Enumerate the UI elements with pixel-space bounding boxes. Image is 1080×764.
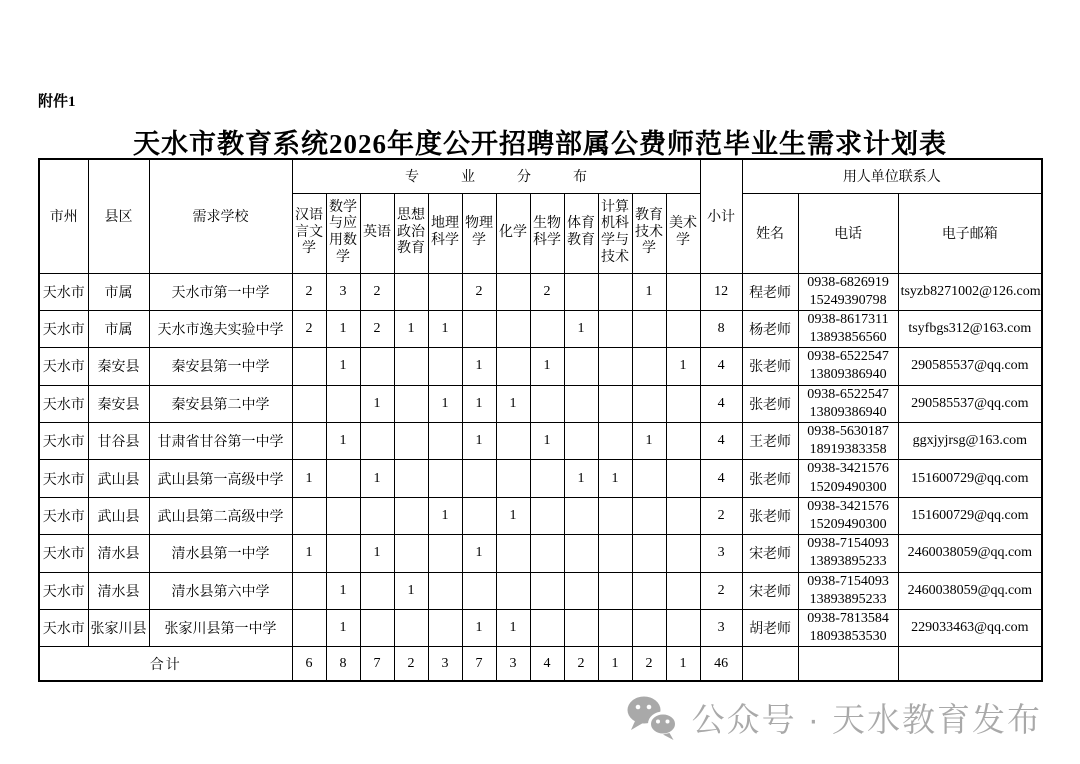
col-header-city: 市州 — [39, 159, 88, 273]
cell-major-count: 1 — [428, 310, 462, 347]
phone-line-2: 18093853530 — [809, 629, 887, 645]
cell-major-count — [326, 385, 360, 422]
cell-major-count: 1 — [564, 460, 598, 497]
cell-city: 天水市 — [39, 460, 88, 497]
cell-city: 天水市 — [39, 310, 88, 347]
table-row — [39, 310, 1042, 347]
cell-major-count: 2 — [292, 273, 326, 310]
cell-major-count: 2 — [530, 273, 564, 310]
cell-contact-phone — [798, 535, 898, 572]
total-major-count: 1 — [598, 647, 632, 681]
cell-major-count — [598, 497, 632, 534]
cell-contact-name: 张老师 — [742, 348, 798, 385]
cell-subtotal: 4 — [700, 460, 742, 497]
cell-major-count — [496, 273, 530, 310]
cell-major-count — [428, 535, 462, 572]
cell-major-count — [632, 310, 666, 347]
table-row — [39, 423, 1042, 460]
cell-city: 天水市 — [39, 535, 88, 572]
cell-major-count: 2 — [292, 310, 326, 347]
col-header-contact-group: 用人单位联系人 — [742, 159, 1042, 193]
table-row — [39, 348, 1042, 385]
cell-major-count: 1 — [428, 385, 462, 422]
cell-city: 天水市 — [39, 348, 88, 385]
total-major-count: 8 — [326, 647, 360, 681]
cell-major-count — [564, 385, 598, 422]
cell-county: 清水县 — [88, 535, 149, 572]
cell-major-count — [598, 423, 632, 460]
cell-major-count — [428, 273, 462, 310]
cell-major-count — [462, 310, 496, 347]
cell-major-count — [666, 460, 700, 497]
cell-subtotal: 3 — [700, 535, 742, 572]
cell-major-count — [496, 348, 530, 385]
cell-school: 清水县第六中学 — [149, 572, 292, 609]
phone-line-2: 13893856560 — [809, 330, 887, 346]
cell-subtotal: 2 — [700, 497, 742, 534]
cell-contact-name: 张老师 — [742, 460, 798, 497]
cell-major-count — [462, 460, 496, 497]
cell-major-count: 1 — [394, 310, 428, 347]
cell-county: 秦安县 — [88, 385, 149, 422]
cell-major-count: 1 — [530, 348, 564, 385]
phone-line-1: 0938-3421576 — [807, 461, 889, 477]
cell-contact-name: 宋老师 — [742, 572, 798, 609]
phone-line-2: 18919383358 — [809, 442, 887, 458]
col-header-major-math: 数学与应用数学 — [326, 193, 360, 273]
cell-major-count — [496, 535, 530, 572]
col-header-major-chinese: 汉语言文学 — [292, 193, 326, 273]
cell-major-count — [666, 609, 700, 646]
cell-major-count — [326, 460, 360, 497]
cell-major-count — [394, 423, 428, 460]
cell-school: 秦安县第二中学 — [149, 385, 292, 422]
table-row — [39, 535, 1042, 572]
cell-major-count — [598, 310, 632, 347]
table-row — [39, 385, 1042, 422]
cell-major-count: 1 — [632, 273, 666, 310]
cell-county: 武山县 — [88, 497, 149, 534]
cell-major-count — [496, 423, 530, 460]
phone-line-2: 13809386940 — [809, 367, 887, 383]
cell-major-count — [530, 385, 564, 422]
cell-school: 甘肃省甘谷第一中学 — [149, 423, 292, 460]
cell-major-count: 1 — [360, 460, 394, 497]
cell-major-count: 1 — [326, 348, 360, 385]
total-major-count: 3 — [496, 647, 530, 681]
col-header-contact-name: 姓名 — [742, 193, 798, 273]
total-major-count: 6 — [292, 647, 326, 681]
phone-line-2: 13809386940 — [809, 404, 887, 420]
cell-major-count: 2 — [360, 273, 394, 310]
col-header-major-geography: 地理科学 — [428, 193, 462, 273]
table-row — [39, 609, 1042, 646]
cell-school: 清水县第一中学 — [149, 535, 292, 572]
col-header-subtotal: 小计 — [700, 159, 742, 273]
cell-major-count — [292, 497, 326, 534]
cell-major-count — [360, 609, 394, 646]
cell-major-count — [360, 423, 394, 460]
total-contact-name-empty — [742, 647, 798, 681]
cell-major-count: 1 — [428, 497, 462, 534]
cell-major-count — [666, 497, 700, 534]
col-header-major-physics: 物理学 — [462, 193, 496, 273]
total-major-count: 7 — [360, 647, 394, 681]
cell-major-count — [632, 385, 666, 422]
cell-major-count — [632, 348, 666, 385]
col-header-major-chemistry: 化学 — [496, 193, 530, 273]
cell-major-count — [564, 273, 598, 310]
cell-contact-email: 151600729@qq.com — [898, 497, 1042, 534]
cell-major-count — [428, 572, 462, 609]
col-header-major-politics: 思想政治教育 — [394, 193, 428, 273]
cell-major-count — [428, 348, 462, 385]
cell-major-count — [394, 497, 428, 534]
cell-county: 武山县 — [88, 460, 149, 497]
cell-major-count — [530, 497, 564, 534]
cell-county: 张家川县 — [88, 609, 149, 646]
cell-city: 天水市 — [39, 609, 88, 646]
table-row — [39, 497, 1042, 534]
cell-contact-phone — [798, 348, 898, 385]
phone-line-1: 0938-6522547 — [807, 349, 889, 365]
cell-major-count — [530, 535, 564, 572]
cell-major-count: 1 — [292, 535, 326, 572]
cell-major-count — [530, 460, 564, 497]
demand-plan-table — [38, 158, 1043, 682]
cell-major-count — [598, 609, 632, 646]
col-header-school: 需求学校 — [149, 159, 292, 273]
phone-line-1: 0938-3421576 — [807, 498, 889, 514]
cell-major-count — [598, 385, 632, 422]
cell-major-count — [462, 497, 496, 534]
cell-school: 秦安县第一中学 — [149, 348, 292, 385]
cell-city: 天水市 — [39, 497, 88, 534]
cell-contact-email: tsyfbgs312@163.com — [898, 310, 1042, 347]
cell-school: 武山县第二高级中学 — [149, 497, 292, 534]
cell-major-count: 2 — [360, 310, 394, 347]
cell-school: 天水市第一中学 — [149, 273, 292, 310]
cell-major-count: 1 — [496, 609, 530, 646]
cell-major-count: 1 — [462, 535, 496, 572]
cell-contact-name: 张老师 — [742, 385, 798, 422]
cell-major-count — [360, 348, 394, 385]
total-major-count: 7 — [462, 647, 496, 681]
cell-major-count — [394, 609, 428, 646]
cell-major-count: 1 — [496, 497, 530, 534]
cell-major-count — [496, 460, 530, 497]
phone-line-2: 15249390798 — [809, 292, 887, 308]
cell-major-count — [360, 572, 394, 609]
phone-line-1: 0938-7154093 — [807, 536, 889, 552]
col-header-major-cs: 计算机科学与技术 — [598, 193, 632, 273]
cell-major-count — [632, 572, 666, 609]
total-major-count: 2 — [564, 647, 598, 681]
total-subtotal: 46 — [700, 647, 742, 681]
cell-major-count: 1 — [496, 385, 530, 422]
cell-county: 清水县 — [88, 572, 149, 609]
total-major-count: 2 — [632, 647, 666, 681]
cell-contact-name: 张老师 — [742, 497, 798, 534]
cell-major-count: 1 — [632, 423, 666, 460]
cell-county: 市属 — [88, 273, 149, 310]
col-header-major-english: 英语 — [360, 193, 394, 273]
cell-major-count: 1 — [462, 609, 496, 646]
cell-contact-name: 胡老师 — [742, 609, 798, 646]
cell-major-count — [632, 609, 666, 646]
phone-line-2: 13893895233 — [809, 591, 887, 607]
cell-contact-phone — [798, 310, 898, 347]
cell-contact-email: 151600729@qq.com — [898, 460, 1042, 497]
cell-major-count — [598, 535, 632, 572]
cell-contact-name: 宋老师 — [742, 535, 798, 572]
cell-major-count — [564, 609, 598, 646]
cell-major-count — [598, 572, 632, 609]
cell-contact-phone — [798, 609, 898, 646]
cell-subtotal: 4 — [700, 385, 742, 422]
col-header-major-art: 美术学 — [666, 193, 700, 273]
cell-major-count: 1 — [462, 385, 496, 422]
cell-major-count — [394, 273, 428, 310]
cell-major-count: 1 — [394, 572, 428, 609]
cell-contact-email: 290585537@qq.com — [898, 348, 1042, 385]
total-contact-email-empty — [898, 647, 1042, 681]
cell-major-count — [326, 497, 360, 534]
cell-county: 甘谷县 — [88, 423, 149, 460]
cell-major-count: 1 — [360, 385, 394, 422]
phone-line-2: 15209490300 — [809, 516, 887, 532]
cell-major-count — [428, 460, 462, 497]
cell-contact-name: 杨老师 — [742, 310, 798, 347]
cell-subtotal: 4 — [700, 423, 742, 460]
col-header-county: 县区 — [88, 159, 149, 273]
cell-contact-phone — [798, 497, 898, 534]
table-row — [39, 572, 1042, 609]
cell-major-count — [428, 609, 462, 646]
cell-city: 天水市 — [39, 273, 88, 310]
wechat-footer — [626, 694, 1042, 741]
cell-contact-phone — [798, 460, 898, 497]
cell-major-count — [598, 348, 632, 385]
cell-major-count — [394, 348, 428, 385]
cell-major-count — [666, 423, 700, 460]
cell-major-count — [292, 348, 326, 385]
cell-subtotal: 3 — [700, 609, 742, 646]
total-label: 合计 — [39, 647, 292, 681]
cell-major-count — [564, 535, 598, 572]
col-header-major-biology: 生物科学 — [530, 193, 564, 273]
cell-major-count: 1 — [292, 460, 326, 497]
cell-school: 天水市逸夫实验中学 — [149, 310, 292, 347]
header-row-groups — [39, 159, 1042, 193]
total-contact-phone-empty — [798, 647, 898, 681]
cell-major-count — [462, 572, 496, 609]
cell-major-count — [530, 310, 564, 347]
total-row — [39, 647, 1042, 681]
cell-contact-phone — [798, 423, 898, 460]
col-header-major-group: 专业分布 — [292, 159, 700, 193]
phone-line-2: 15209490300 — [809, 479, 887, 495]
cell-major-count: 2 — [462, 273, 496, 310]
cell-subtotal: 8 — [700, 310, 742, 347]
cell-county: 市属 — [88, 310, 149, 347]
cell-contact-phone — [798, 273, 898, 310]
cell-contact-email: 2460038059@qq.com — [898, 572, 1042, 609]
cell-major-count: 1 — [326, 572, 360, 609]
col-header-contact-phone: 电话 — [798, 193, 898, 273]
cell-school: 张家川县第一中学 — [149, 609, 292, 646]
cell-major-count — [394, 535, 428, 572]
cell-major-count — [632, 535, 666, 572]
cell-major-count — [360, 497, 394, 534]
cell-major-count — [292, 385, 326, 422]
cell-subtotal: 2 — [700, 572, 742, 609]
cell-major-count — [564, 348, 598, 385]
phone-line-1: 0938-7154093 — [807, 573, 889, 589]
cell-major-count: 1 — [326, 423, 360, 460]
cell-major-count — [292, 572, 326, 609]
wechat-icon — [626, 695, 680, 741]
cell-county: 秦安县 — [88, 348, 149, 385]
cell-contact-name: 程老师 — [742, 273, 798, 310]
cell-contact-email: 2460038059@qq.com — [898, 535, 1042, 572]
cell-major-count — [564, 497, 598, 534]
cell-major-count: 3 — [326, 273, 360, 310]
phone-line-2: 13893895233 — [809, 554, 887, 570]
cell-major-count — [564, 423, 598, 460]
cell-major-count — [666, 273, 700, 310]
table-row — [39, 273, 1042, 310]
cell-major-count — [326, 535, 360, 572]
total-major-count: 3 — [428, 647, 462, 681]
cell-major-count — [632, 497, 666, 534]
col-header-contact-email: 电子邮箱 — [898, 193, 1042, 273]
cell-city: 天水市 — [39, 572, 88, 609]
cell-major-count — [496, 572, 530, 609]
cell-contact-email: ggxjyjrsg@163.com — [898, 423, 1042, 460]
cell-major-count: 1 — [462, 348, 496, 385]
attachment-label: 附件1 — [38, 94, 76, 110]
col-header-major-edtech: 教育技术学 — [632, 193, 666, 273]
cell-contact-phone — [798, 572, 898, 609]
cell-contact-email: 229033463@qq.com — [898, 609, 1042, 646]
col-header-major-pe: 体育教育 — [564, 193, 598, 273]
cell-major-count — [530, 572, 564, 609]
cell-contact-email: 290585537@qq.com — [898, 385, 1042, 422]
cell-contact-phone — [798, 385, 898, 422]
cell-contact-email: tsyzb8271002@126.com — [898, 273, 1042, 310]
cell-major-count — [666, 385, 700, 422]
page-title: 天水市教育系统2026年度公开招聘部属公费师范毕业生需求计划表 — [133, 129, 947, 159]
cell-city: 天水市 — [39, 423, 88, 460]
total-major-count: 2 — [394, 647, 428, 681]
cell-major-count — [394, 385, 428, 422]
phone-line-1: 0938-5630187 — [807, 424, 889, 439]
cell-major-count — [564, 572, 598, 609]
table-row — [39, 460, 1042, 497]
cell-major-count: 1 — [530, 423, 564, 460]
cell-subtotal: 4 — [700, 348, 742, 385]
cell-major-count — [292, 423, 326, 460]
cell-major-count: 1 — [598, 460, 632, 497]
cell-major-count: 1 — [360, 535, 394, 572]
phone-line-1: 0938-7813584 — [807, 610, 889, 626]
phone-line-1: 0938-6826919 — [807, 274, 889, 290]
cell-city: 天水市 — [39, 385, 88, 422]
cell-major-count — [598, 273, 632, 310]
phone-line-1: 0938-6522547 — [807, 386, 889, 402]
total-major-count: 1 — [666, 647, 700, 681]
cell-major-count: 1 — [326, 310, 360, 347]
cell-major-count — [292, 609, 326, 646]
cell-contact-name: 王老师 — [742, 423, 798, 460]
total-major-count: 4 — [530, 647, 564, 681]
cell-major-count: 1 — [564, 310, 598, 347]
cell-major-count: 1 — [326, 609, 360, 646]
cell-major-count: 1 — [666, 348, 700, 385]
cell-major-count — [666, 572, 700, 609]
cell-subtotal: 12 — [700, 273, 742, 310]
phone-line-1: 0938-8617311 — [807, 311, 889, 327]
cell-school: 武山县第一高级中学 — [149, 460, 292, 497]
cell-major-count — [394, 460, 428, 497]
cell-major-count — [496, 310, 530, 347]
wechat-account-text: 公众号 · 天水教育发布 — [691, 701, 1042, 738]
cell-major-count — [666, 310, 700, 347]
cell-major-count — [632, 460, 666, 497]
cell-major-count: 1 — [462, 423, 496, 460]
cell-major-count — [530, 609, 564, 646]
cell-major-count — [666, 535, 700, 572]
cell-major-count — [428, 423, 462, 460]
